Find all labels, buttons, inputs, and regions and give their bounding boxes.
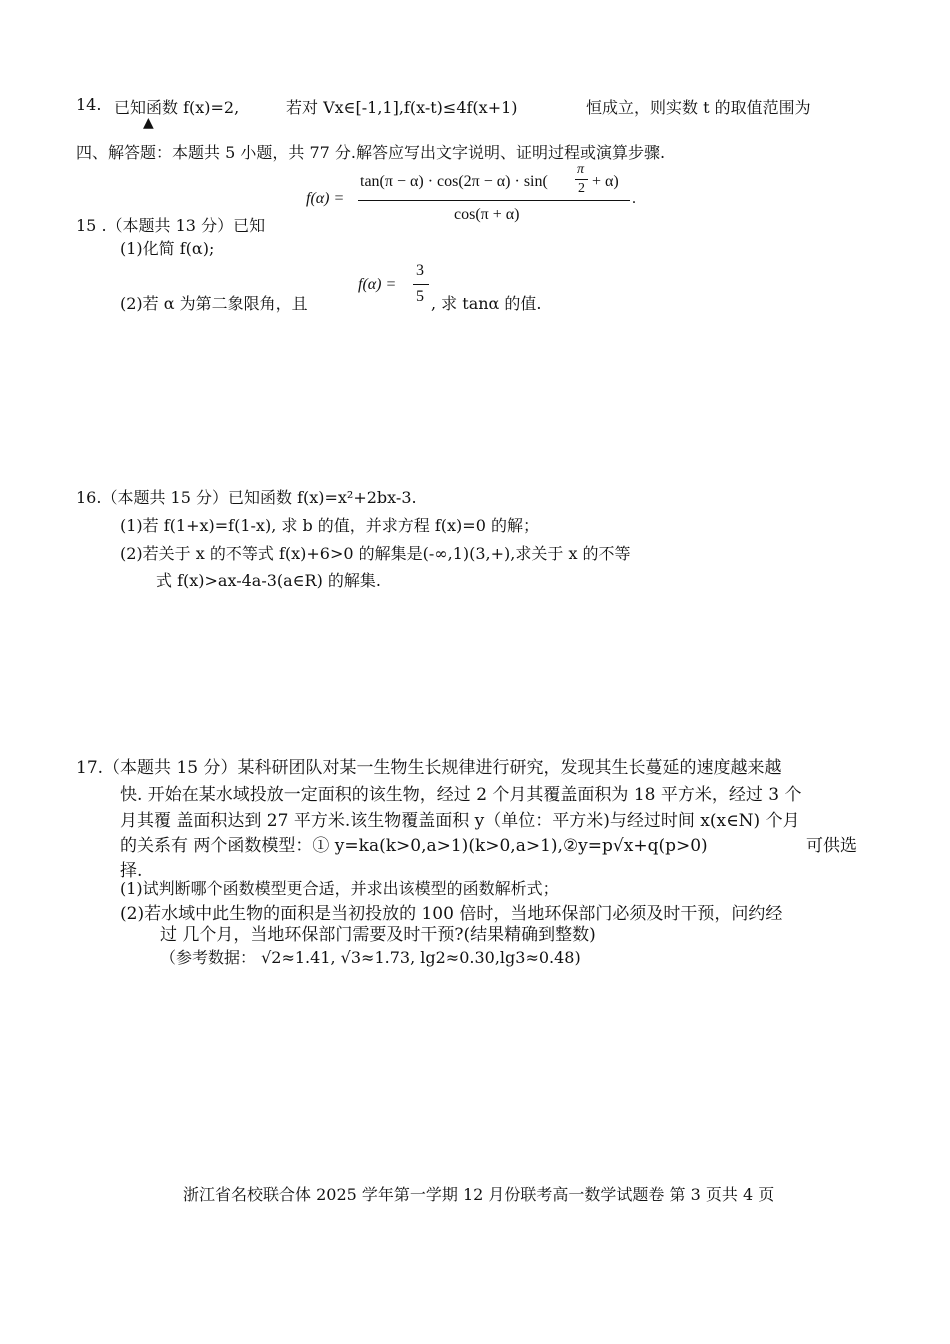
q15-formula-end: . [632,190,636,207]
section-4-heading: 四、解答题：本题共 5 小题，共 77 分.解答应写出文字说明、证明过程或演算步骤. [76,143,666,162]
q15-cond-numerator: 3 [416,262,424,279]
q15-formula-two: 2 [578,181,585,196]
q17-line3: 月其覆 盖面积达到 27 平方米.该生物覆盖面积 y（单位：平方米)与经过时间 x(x∈N) 个月 [120,811,800,831]
q16-line1: 16.（本题共 15 分）已知函数 f(x)=x²+2bx-3. [76,488,417,507]
q15-formula-lhs: f(α) = [306,190,345,207]
q17-reference: （参考数据： √2≈1.41, √3≈1.73, lg2≈0.30,lg3≈0.48) [160,948,581,967]
q15-cond-fraction [413,262,429,310]
q15-part2-b: , 求 tanα 的值. [431,294,542,313]
q14-text-c: 恒成立，则实数 t 的取值范围为 [586,98,811,117]
q16-part2-line1: (2)若关于 x 的不等式 f(x)+6>0 的解集是(-∞,1)(3,+),求关于 x 的不等 [120,544,631,563]
q16-part2-line2: 式 f(x)>ax-4a-3(a∈R) 的解集. [156,571,382,590]
q14-number: 14. [76,95,102,114]
q17-part1: (1)试判断哪个函数模型更合适，并求出该模型的函数解析式； [120,879,559,898]
q15-formula-numerator-b: + α) [592,173,619,190]
q16-part1: (1)若 f(1+x)=f(1-x), 求 b 的值，并求方程 f(x)=0 的解； [120,516,539,535]
q15-cond-denominator: 5 [416,288,424,305]
q17-line1: 17.（本题共 15 分）某科研团队对某一生物生长规律进行研究，发现其生长蔓延的速度越来越 [76,758,782,778]
q15-part2-a: (2)若 α 为第二象限角，且 [120,294,308,313]
q15-formula-bar [358,200,630,201]
page-footer: 浙江省名校联合体 2025 学年第一学期 12 月份联考高一数学试题卷 第 3 页共 4 页 [183,1185,775,1204]
q17-line4-b: 可供选 [806,836,857,856]
q15-cond-bar [413,284,429,285]
q15-prefix: 15 .（本题共 13 分）已知 [76,216,266,235]
q14-text-b: 若对 Vx∈[-1,1],f(x-t)≤4f(x+1) [286,98,518,117]
q14-text-a: 已知函数 f(x)=2, [114,98,240,117]
triangle-marker-icon: ▲ [143,115,154,131]
q17-line4-a: 的关系有 两个函数模型：① y=ka(k>0,a>1)(k>0,a>1),②y=p√x+q(p>0) [120,836,708,856]
q17-part2-line1: (2)若水域中此生物的面积是当初投放的 100 倍时，当地环保部门必须及时干预，问约经 [120,904,783,924]
q15-formula-pi: π [577,162,585,177]
q15-part1: (1)化简 f(α); [120,239,215,258]
q17-line2: 快. 开始在某水域投放一定面积的该生物，经过 2 个月其覆盖面积为 18 平方米，经过 3 个 [120,785,802,805]
q17-line5: 择. [120,861,143,881]
q15-formula-fraction [358,162,630,230]
q15-formula-inner-bar [575,179,588,180]
q15-formula-numerator-a: tan(π − α) · cos(2π − α) · sin( [360,173,548,190]
q15-formula-denominator: cos(π + α) [454,206,520,223]
q15-cond-lhs: f(α) = [358,276,397,293]
q17-part2-line2: 过 几个月，当地环保部门需要及时干预?(结果精确到整数) [160,925,596,945]
